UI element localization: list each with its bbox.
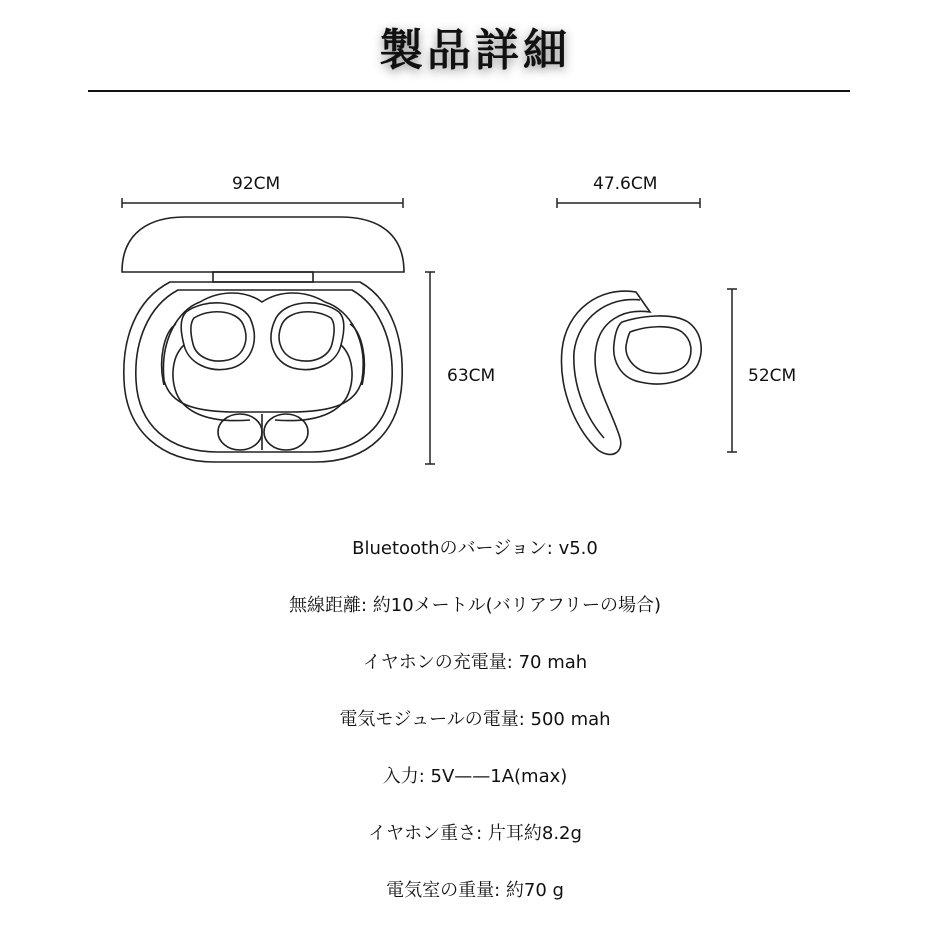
page-title: 製品詳細 [379, 25, 571, 76]
earbud-height-dimension-line [727, 289, 737, 452]
case-width-label: 92CM [232, 174, 281, 194]
spec-earbud-weight: イヤホン重さ: 片耳約8.2g [368, 823, 582, 844]
spec-input: 入力: 5V——1A(max) [382, 766, 568, 787]
spec-wireless-range: 無線距離: 約10メートル(バリアフリーの場合) [288, 595, 661, 616]
earbud-width-label: 47.6CM [593, 174, 658, 194]
earbud-drawing [561, 291, 701, 454]
earbud-height-label: 52CM [748, 366, 797, 386]
spec-earbud-battery: イヤホンの充電量: 70 mah [362, 652, 588, 673]
earbud-width-dimension-line [557, 198, 700, 208]
spec-case-weight: 電気室の重量: 約70 g [386, 880, 564, 901]
spec-case-battery: 電気モジュールの電量: 500 mah [339, 709, 611, 730]
spec-bluetooth-version: Bluetoothのバージョン: v5.0 [352, 538, 598, 559]
case-height-dimension-line [425, 272, 435, 464]
case-height-label: 63CM [447, 366, 496, 386]
charging-case-drawing [122, 217, 404, 462]
case-width-dimension-line [122, 198, 403, 208]
